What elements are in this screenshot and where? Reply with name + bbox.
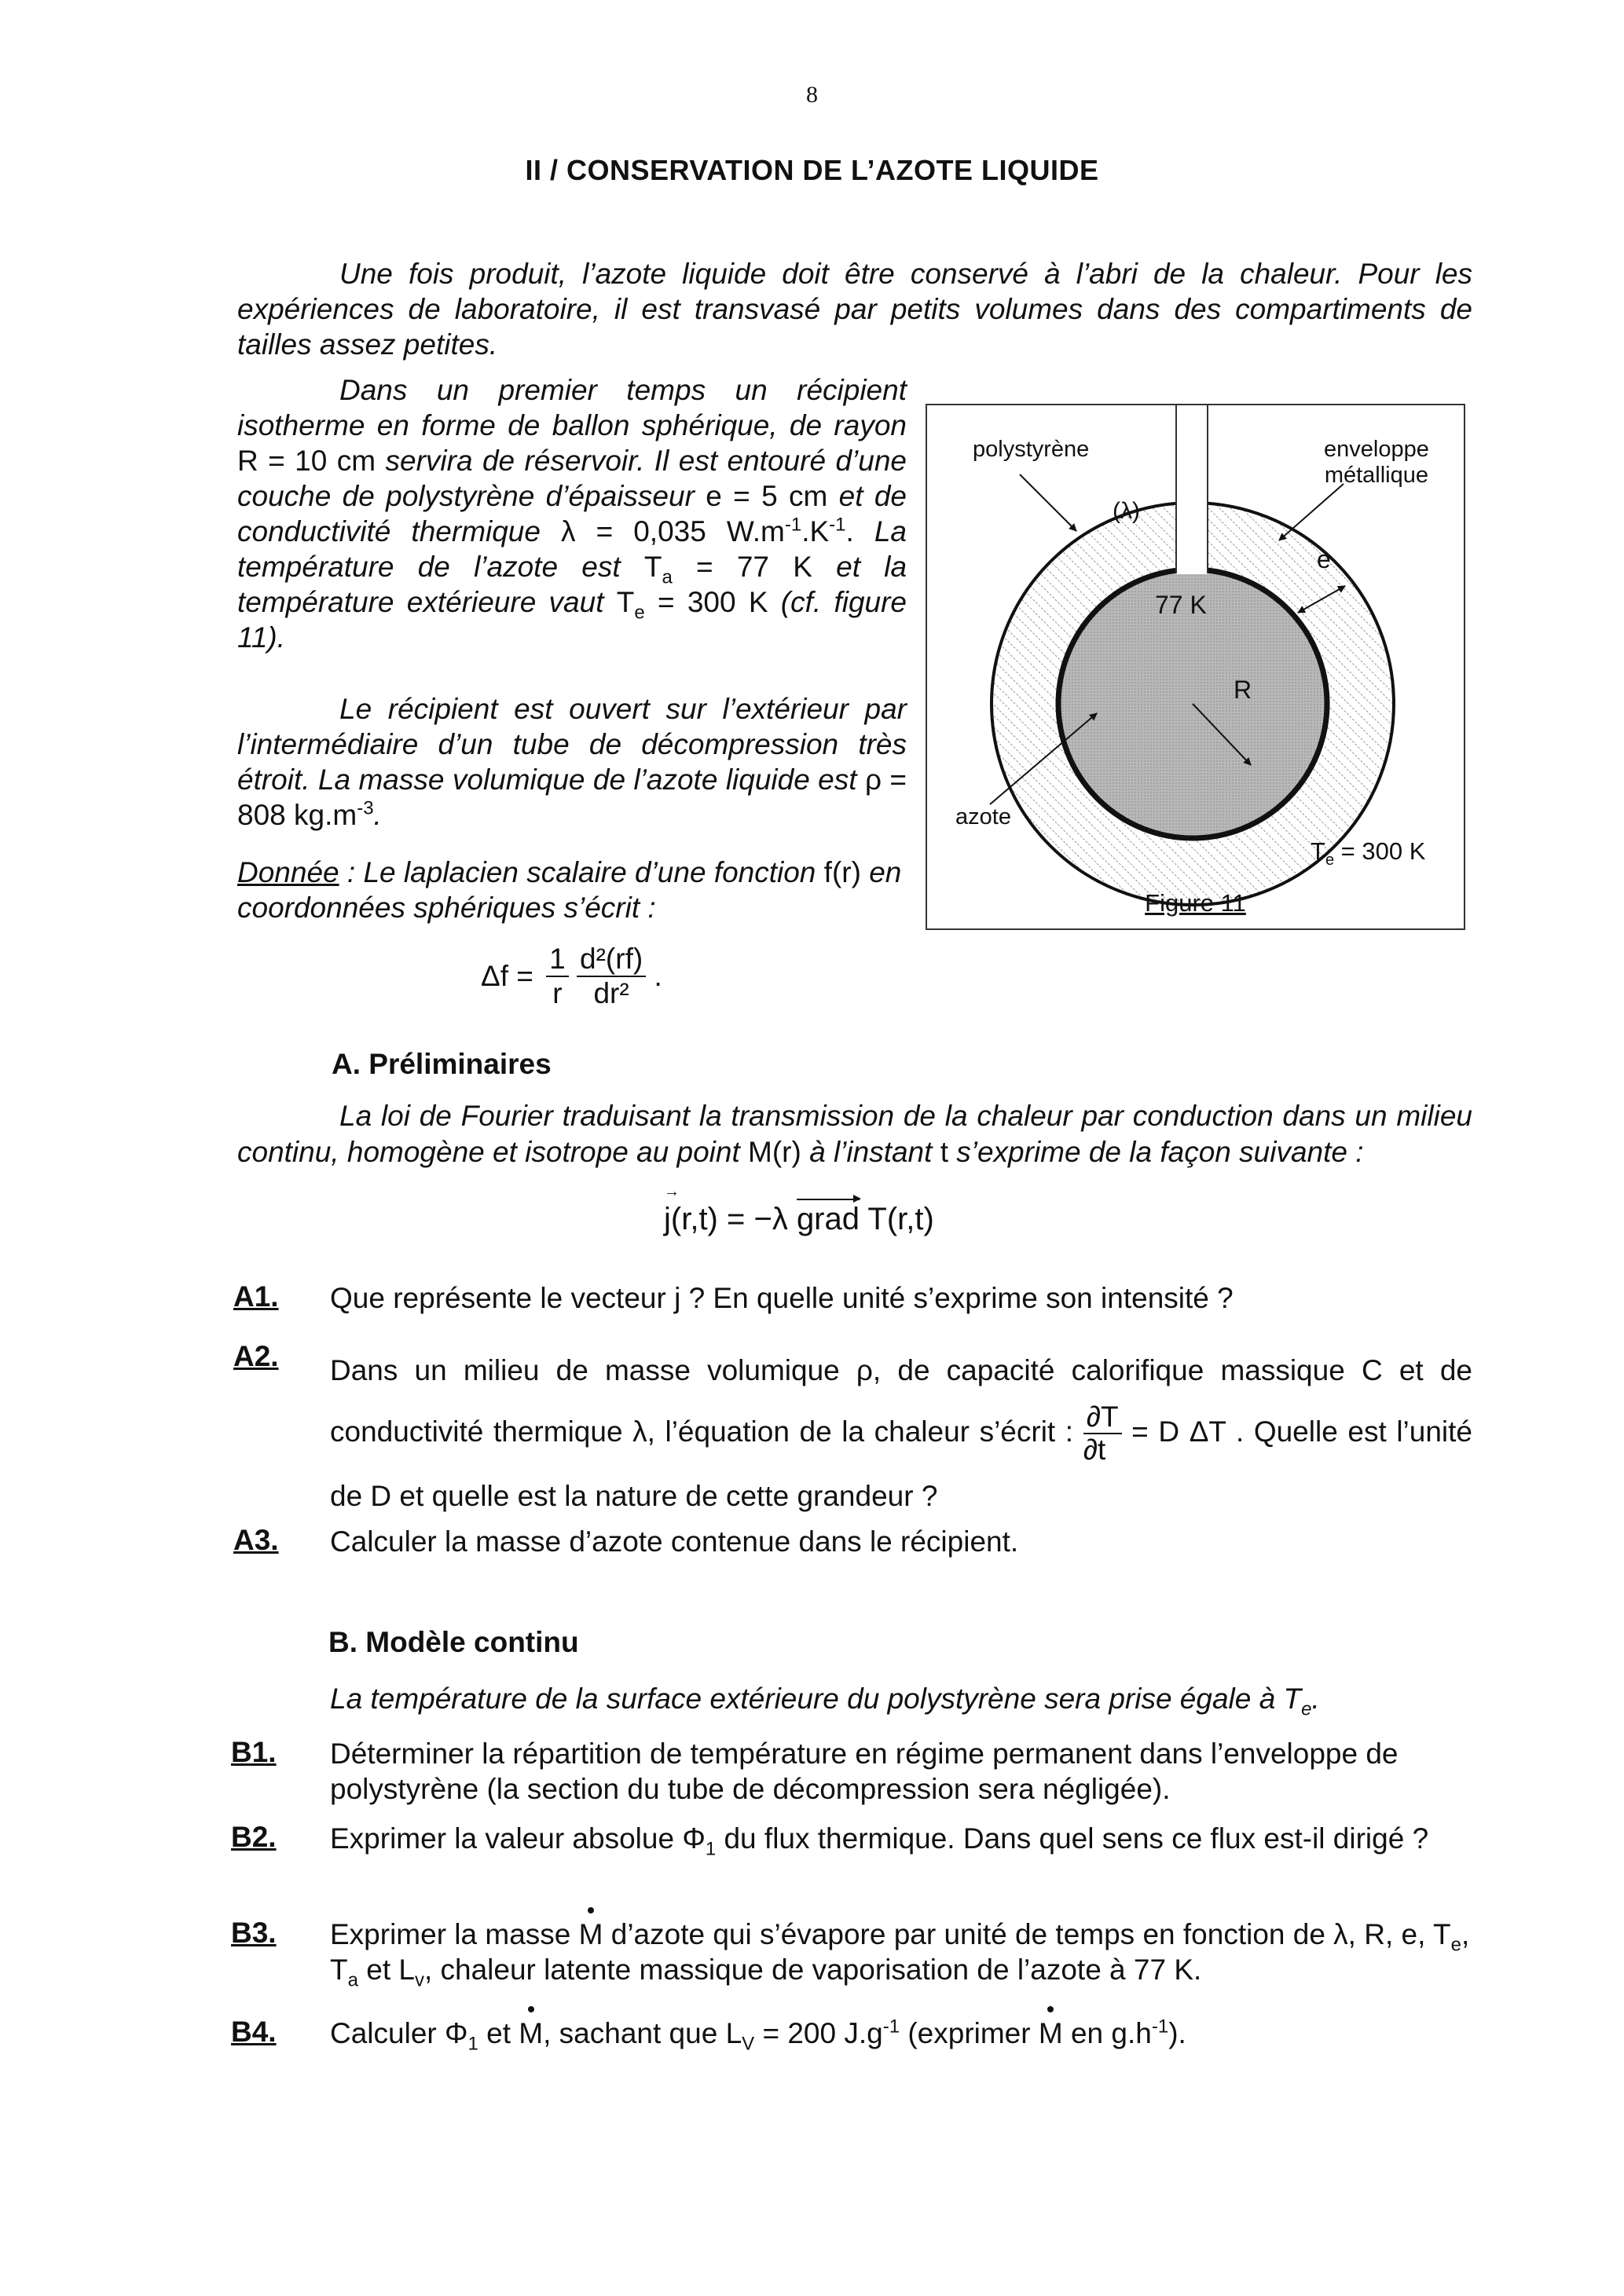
question-b1: Déterminer la répartition de température en régime permanent dans l’enveloppe de polystyrène (la section du tube de décompression sera négligée). [330, 1738, 1399, 1805]
question-label-a3: A3. [233, 1524, 279, 1556]
section-b-heading: B. Modèle continu [328, 1626, 579, 1658]
label-enveloppe-metallique: enveloppe métallique [1324, 437, 1429, 488]
question-label-a2: A2. [233, 1340, 279, 1372]
question-label-b3: B3. [231, 1917, 277, 1949]
label-R: R [1234, 676, 1252, 704]
question-b4: Calculer $\Phi_1$ et M, sachant que $L_V = 200$ $J.g^{-1}$ (exprimer M en $g.h^{-1}$). [330, 2016, 1186, 2055]
label-polystyrene: polystyrène [973, 437, 1090, 462]
intro-paragraph-2: Dans un premier temps un récipient isotherme en forme de ballon sphérique, de rayon R = 10 cm servira de réservoir. Il est entouré d’une couche de polystyrène d’épaisseur e = 5 cm et de conductivité thermique λ = 0,035 $W.m^{-1}.K^{-1}$. La température de l’azote est $T_a = 77$ K et la température extérieure vaut $T_e = 300$ K (cf. figure 11). [237, 374, 907, 654]
question-label-b4: B4. [231, 2016, 277, 2048]
question-b3: Exprimer la masse M d’azote qui s’évapore par unité de temps en fonction de λ, R, e, $T_e$, $T_a$ et $L_v$, chaleur latente massique de vaporisation de l’azote à 77 K. [330, 1918, 1470, 1991]
question-label-b1: B1. [231, 1736, 277, 1768]
laplacian-formula: Δf = $\frac{1}{r}$ $\frac{\text{d²(rf)}}{\text{dr²}}$ . [481, 943, 662, 1009]
page-number: 8 [806, 82, 818, 108]
fourier-law-formula: → j(r,t) = −λ grad T(r,t) [664, 1202, 934, 1237]
section-title: II / CONSERVATION DE L’AZOTE LIQUIDE [525, 154, 1099, 186]
label-azote: azote [955, 804, 1011, 829]
label-77k: 77 K [1155, 591, 1207, 619]
label-e: e [1317, 545, 1331, 573]
question-label-b2: B2. [231, 1821, 277, 1853]
donnee-label: Donnée [237, 856, 339, 888]
question-b2: Exprimer la valeur absolue $\Phi_1$ du flux thermique. Dans quel sens ce flux est-il dirigé ? [330, 1822, 1429, 1860]
question-a1: Que représente le vecteur j ? En quelle unité s’exprime son intensité ? [330, 1282, 1234, 1314]
question-a3: Calculer la masse d’azote contenue dans le récipient. [330, 1525, 1019, 1558]
question-a2: Dans un milieu de masse volumique ρ, de capacité calorifique massique C et de conductivité thermique λ, l’équation de la chaleur s’écrit : $\frac{\partial T}{\partial t}$ = D ΔT . Quelle est l’unité de D et quelle est la nature de cette grandeur ? [330, 1354, 1472, 1513]
figure-caption: Figure 11 [1145, 889, 1246, 917]
label-Te: $T_e = 300$ K [1311, 837, 1426, 870]
section-a-intro: La loi de Fourier traduisant la transmission de la chaleur par conduction dans un milieu continu, homogène et isotrope au point M(r) à l’instant t s’exprime de la façon suivante : [237, 1100, 1472, 1168]
intro-paragraph-1: Une fois produit, l’azote liquide doit être conservé à l’abri de la chaleur. Pour les expériences de laboratoire, il est transvasé par petits volumes dans des compartiments de tailles assez petites. [237, 258, 1472, 361]
section-a-heading: A. Préliminaires [332, 1048, 552, 1080]
question-label-a1: A1. [233, 1280, 279, 1313]
label-lambda: (λ) [1113, 498, 1140, 524]
figure-11 [926, 404, 1465, 930]
intro-paragraph-3: Le récipient est ouvert sur l’extérieur par l’intermédiaire d’un tube de décompression très étroit. La masse volumique de l’azote liquide est ρ = 808 $kg.m^{-3}$. [237, 693, 907, 831]
donnee-paragraph: Donnée : Le laplacien scalaire d’une fonction f(r) en coordonnées sphériques s’écrit : [237, 856, 902, 924]
section-b-intro: La température de la surface extérieure du polystyrène sera prise égale à $T_e$. [330, 1683, 1320, 1720]
